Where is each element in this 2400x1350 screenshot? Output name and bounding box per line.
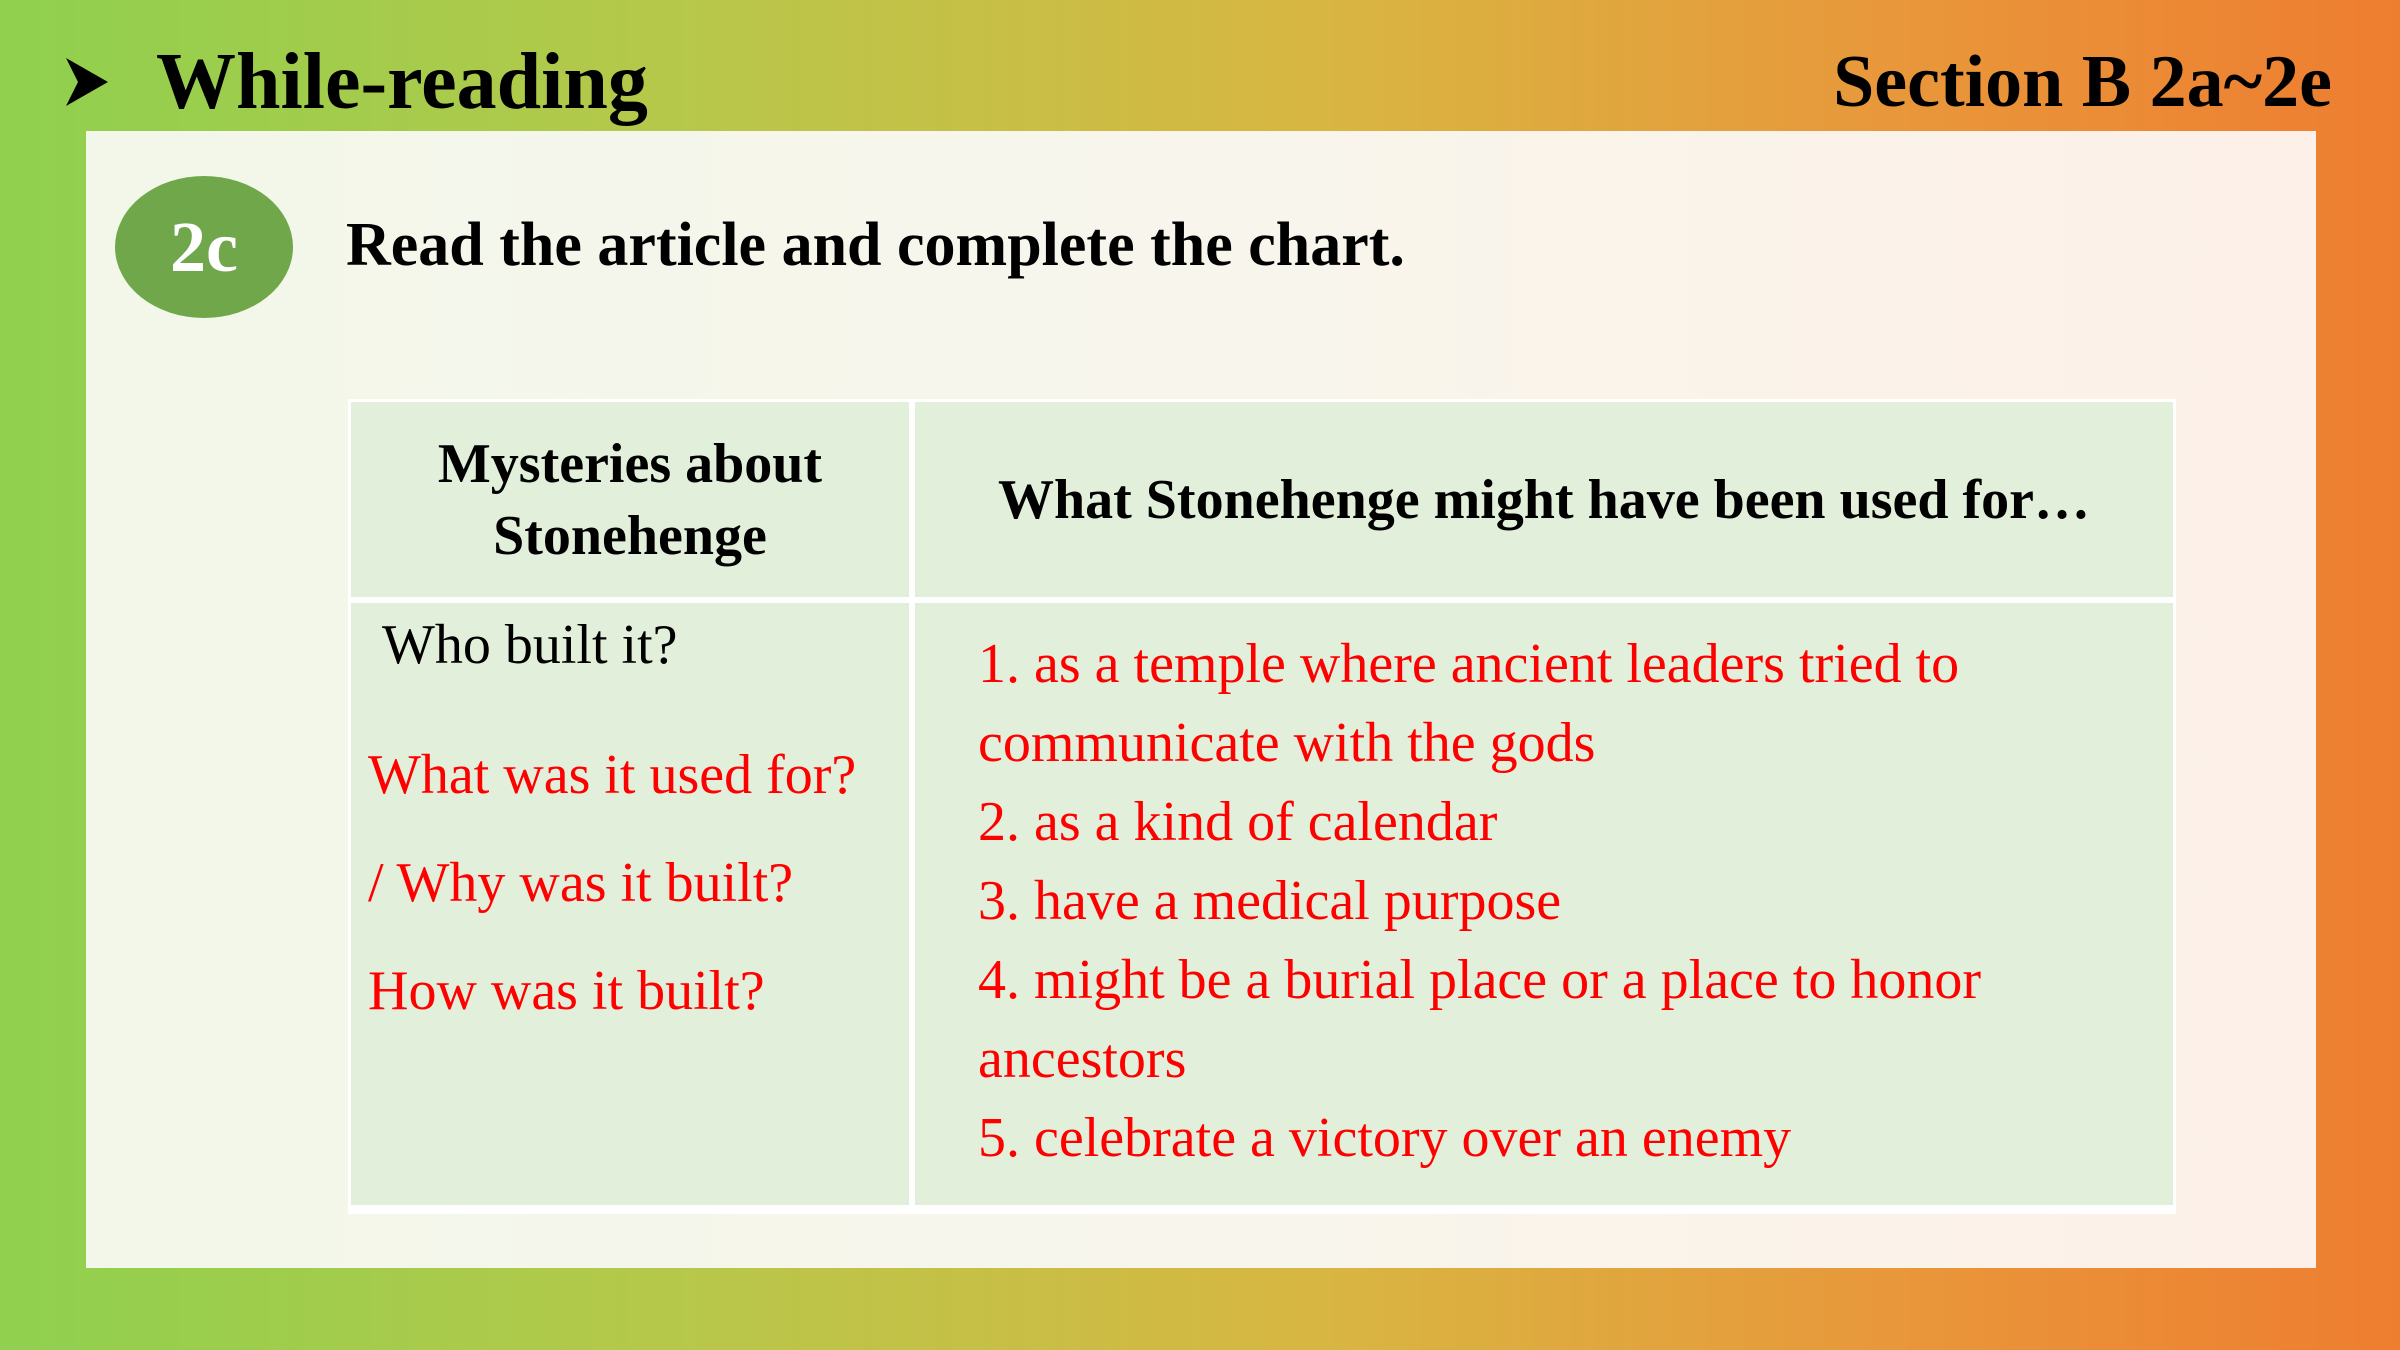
slide-header bbox=[64, 34, 648, 130]
mystery-chart-table bbox=[348, 399, 2176, 1214]
section-title: While-reading bbox=[156, 38, 648, 126]
use-item: 5. celebrate a victory over an enemy bbox=[978, 1107, 1792, 1169]
given-question: Who built it? bbox=[382, 614, 678, 676]
answer-question: What was it used for? bbox=[368, 744, 857, 806]
answer-question: / Why was it built? bbox=[368, 852, 794, 914]
column-header-mysteries: Mysteries about Stonehenge bbox=[351, 402, 909, 597]
answer-question: How was it built? bbox=[368, 960, 765, 1022]
use-item: 1. as a temple where ancient leaders tried to communicate with the gods bbox=[978, 633, 1960, 774]
task-badge: 2c bbox=[115, 176, 293, 318]
use-item: 3. have a medical purpose bbox=[978, 870, 1562, 932]
arrow-bullet-icon bbox=[64, 56, 110, 108]
questions-cell bbox=[351, 603, 909, 1205]
use-item: 4. might be a burial place or a place to honor ancestors bbox=[978, 949, 1981, 1090]
uses-cell bbox=[915, 603, 2173, 1205]
section-code: Section B 2a~2e bbox=[1833, 41, 2332, 123]
column-header-uses: What Stonehenge might have been used for… bbox=[915, 402, 2173, 597]
task-instruction: Read the article and complete the chart. bbox=[346, 211, 1405, 279]
use-item: 2. as a kind of calendar bbox=[978, 791, 1498, 853]
